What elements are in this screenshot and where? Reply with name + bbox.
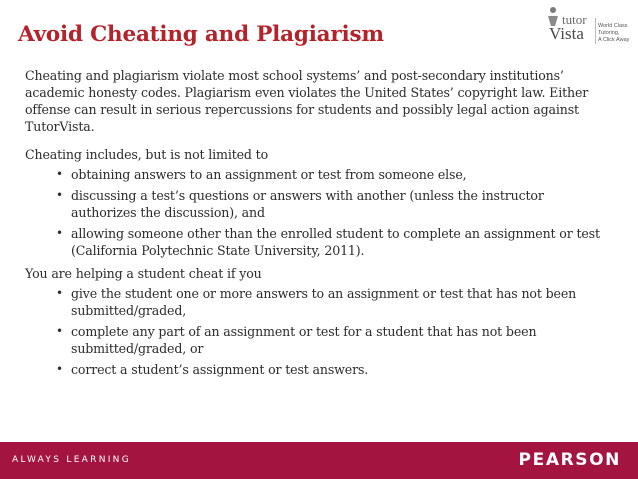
logo-tagline (598, 23, 638, 44)
list-item: • correct a student’s assignment or test answers. (56, 362, 369, 377)
intro-paragraph: Cheating and plagiarism violate most school systems’ and post-secondary institutions’ academic honesty codes. Plagiarism even violates the United States’ copyright law. Either offense can result in serious repercussions for students and possibly legal action against TutorVista. (25, 68, 589, 134)
slide-body (25, 67, 613, 384)
bullet-icon: • (56, 188, 63, 202)
helping-lead: You are helping a student cheat if you (25, 266, 262, 281)
bullet-icon: • (56, 167, 63, 181)
bullet-icon: • (56, 362, 63, 376)
bullet-icon: • (56, 226, 63, 240)
list-item: • obtaining answers to an assignment or test from someone else, (56, 167, 467, 182)
helping-list (25, 285, 613, 378)
list-item: • allowing someone other than the enrolled student to complete an assignment or test (California Polytechnic State University, 2011). (56, 226, 600, 258)
logo-text-vista: Vista (549, 24, 584, 43)
tutorvista-logo (536, 2, 636, 48)
bullet-icon: • (56, 286, 63, 300)
list-item: • complete any part of an assignment or test for a student that has not been submitted/graded, or (56, 324, 537, 356)
list-item: • discussing a test’s questions or answers with another (unless the instructor authorizes the discussion), and (56, 188, 544, 220)
logo-tagline-line2: A Click Away (598, 37, 630, 43)
list-item: • give the student one or more answers to an assignment or test that has not been submitted/graded, (56, 286, 577, 318)
bullet-icon: • (56, 324, 63, 338)
cheating-lead: Cheating includes, but is not limited to (25, 147, 269, 162)
footer-bar (0, 442, 638, 479)
logo-divider (595, 18, 596, 44)
logo-text-tutor: tutor (562, 12, 587, 27)
footer-tagline: ALWAYS LEARNING (12, 455, 131, 465)
slide-title: Avoid Cheating and Plagiarism (18, 22, 384, 47)
pearson-logo: PEARSON (518, 450, 621, 470)
logo-tagline-line1: World Class Tutoring, (598, 23, 628, 36)
cheating-list (25, 166, 613, 259)
